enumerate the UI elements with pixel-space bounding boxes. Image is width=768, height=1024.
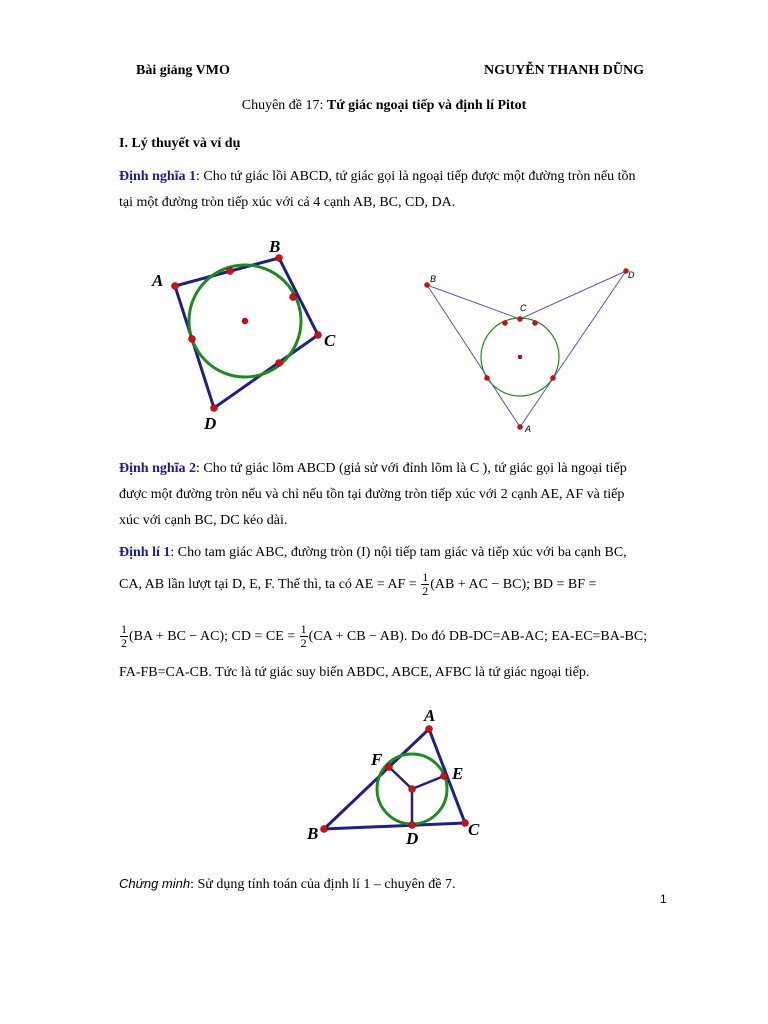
radius-ie: [412, 776, 444, 789]
tangent-point-3: [485, 376, 490, 381]
outer-sides: [427, 271, 626, 427]
center-point: [518, 355, 522, 359]
tangent-point-ab: [227, 268, 234, 275]
label-a: A: [424, 706, 436, 725]
point-b: [425, 283, 430, 288]
thm1-line2b: (AB + AC − BC); BD = BF =: [430, 577, 597, 592]
point-i: [409, 786, 416, 793]
theorem-1-line-4: FA-FB=CA-CB. Tức là tứ giác suy biến ABDC, ABCE, AFBC là tứ giác ngoại tiếp.: [119, 665, 590, 680]
proof-lead: Chứng minh: [119, 876, 191, 891]
definition-2: [119, 456, 664, 534]
header-right: NGUYỄN THANH DŨNG: [484, 63, 644, 78]
def2-line3: xúc với cạnh BC, DC kéo dài.: [119, 513, 288, 528]
label-a: A: [152, 271, 164, 290]
label-d: D: [406, 829, 419, 848]
point-f: [386, 764, 393, 771]
theorem-1-line-2: [119, 570, 664, 600]
label-a: A: [525, 424, 532, 434]
title-prefix: Chuyên đề 17:: [241, 98, 327, 113]
inner-sides: [427, 271, 626, 319]
tangent-point-da: [189, 336, 196, 343]
label-f: F: [371, 750, 383, 769]
proof: [119, 871, 664, 898]
label-b: B: [430, 274, 437, 284]
def1-line2: tại một đường tròn tiếp xúc với cả 4 cạnh AB, BC, CD, DA.: [119, 195, 456, 210]
figure-triangle-incircle: [300, 700, 490, 850]
theorem-1: [119, 540, 664, 566]
title-main: Tứ giác ngoại tiếp và định lí Pitot: [326, 98, 527, 113]
tangent-point-4: [551, 376, 556, 381]
tangent-point-cd: [276, 360, 283, 367]
label-c: C: [468, 820, 480, 839]
section-heading: I. Lý thuyết và ví dụ: [119, 136, 241, 151]
fraction-half: $\frac{1}{2}$: [300, 622, 307, 651]
point-e: [441, 773, 448, 780]
def1-lead: Định nghĩa 1: [119, 169, 197, 184]
label-b: B: [307, 824, 319, 843]
point-c: [315, 332, 322, 339]
fraction-half: $\frac{1}{2}$: [422, 570, 429, 599]
figure-concave-quadrilateral: [418, 262, 648, 438]
point-a: [172, 283, 179, 290]
def2-lead: Định nghĩa 2: [119, 461, 197, 476]
def2-line2: được một đường tròn nếu và chỉ nếu tồn tại đường tròn tiếp xúc với 2 cạnh AE, AF và tiếp: [119, 487, 625, 502]
label-b: B: [269, 237, 281, 256]
label-d: D: [628, 270, 635, 280]
thm1-line3b: (CA + CB − AB). Do đó DB-DC=AB-AC; EA-EC=BA-BC;: [308, 629, 648, 644]
label-d: D: [204, 414, 217, 433]
thm1-line3a: (BA + BC − AC); CD = CE =: [129, 629, 299, 644]
thm1-line1: : Cho tam giác ABC, đường tròn (I) nội tiếp tam giác và tiếp xúc với ba cạnh BC,: [170, 545, 627, 560]
header-left: Bài giảng VMO: [136, 63, 230, 78]
quadrilateral-abcd: [175, 258, 318, 408]
tangent-point-2: [533, 321, 538, 326]
page-number: 1: [660, 892, 667, 906]
page-title: [0, 98, 768, 114]
center-point: [242, 318, 248, 324]
figure-convex-quadrilateral: [140, 230, 360, 440]
def1-line1: : Cho tứ giác lồi ABCD, tứ giác gọi là ngoại tiếp được một đường tròn nếu tồn: [196, 169, 636, 184]
tangent-point-1: [503, 321, 508, 326]
tangent-point-bc: [290, 294, 297, 301]
point-a: [426, 726, 433, 733]
proof-text: : Sử dụng tính toán của định lí 1 – chuyên đề 7.: [190, 877, 456, 892]
label-e: E: [452, 764, 464, 783]
definition-1: [119, 164, 664, 216]
point-c: [518, 317, 523, 322]
thm1-lead: Định lí 1: [119, 545, 171, 560]
radius-if: [389, 767, 412, 789]
point-a: [518, 425, 523, 430]
point-d: [409, 822, 416, 829]
point-d: [211, 405, 218, 412]
label-c: C: [324, 331, 336, 350]
fraction-half: $\frac{1}{2}$: [121, 622, 127, 651]
label-c: C: [520, 303, 527, 313]
def2-line1: : Cho tứ giác lõm ABCD (giả sử với đỉnh lõm là C ), tứ giác gọi là ngoại tiếp: [196, 461, 627, 476]
thm1-line2a: CA, AB lần lượt tại D, E, F. Thế thì, ta có AE = AF =: [119, 577, 421, 592]
theorem-1-line-3: [119, 622, 664, 652]
point-b: [321, 826, 328, 833]
